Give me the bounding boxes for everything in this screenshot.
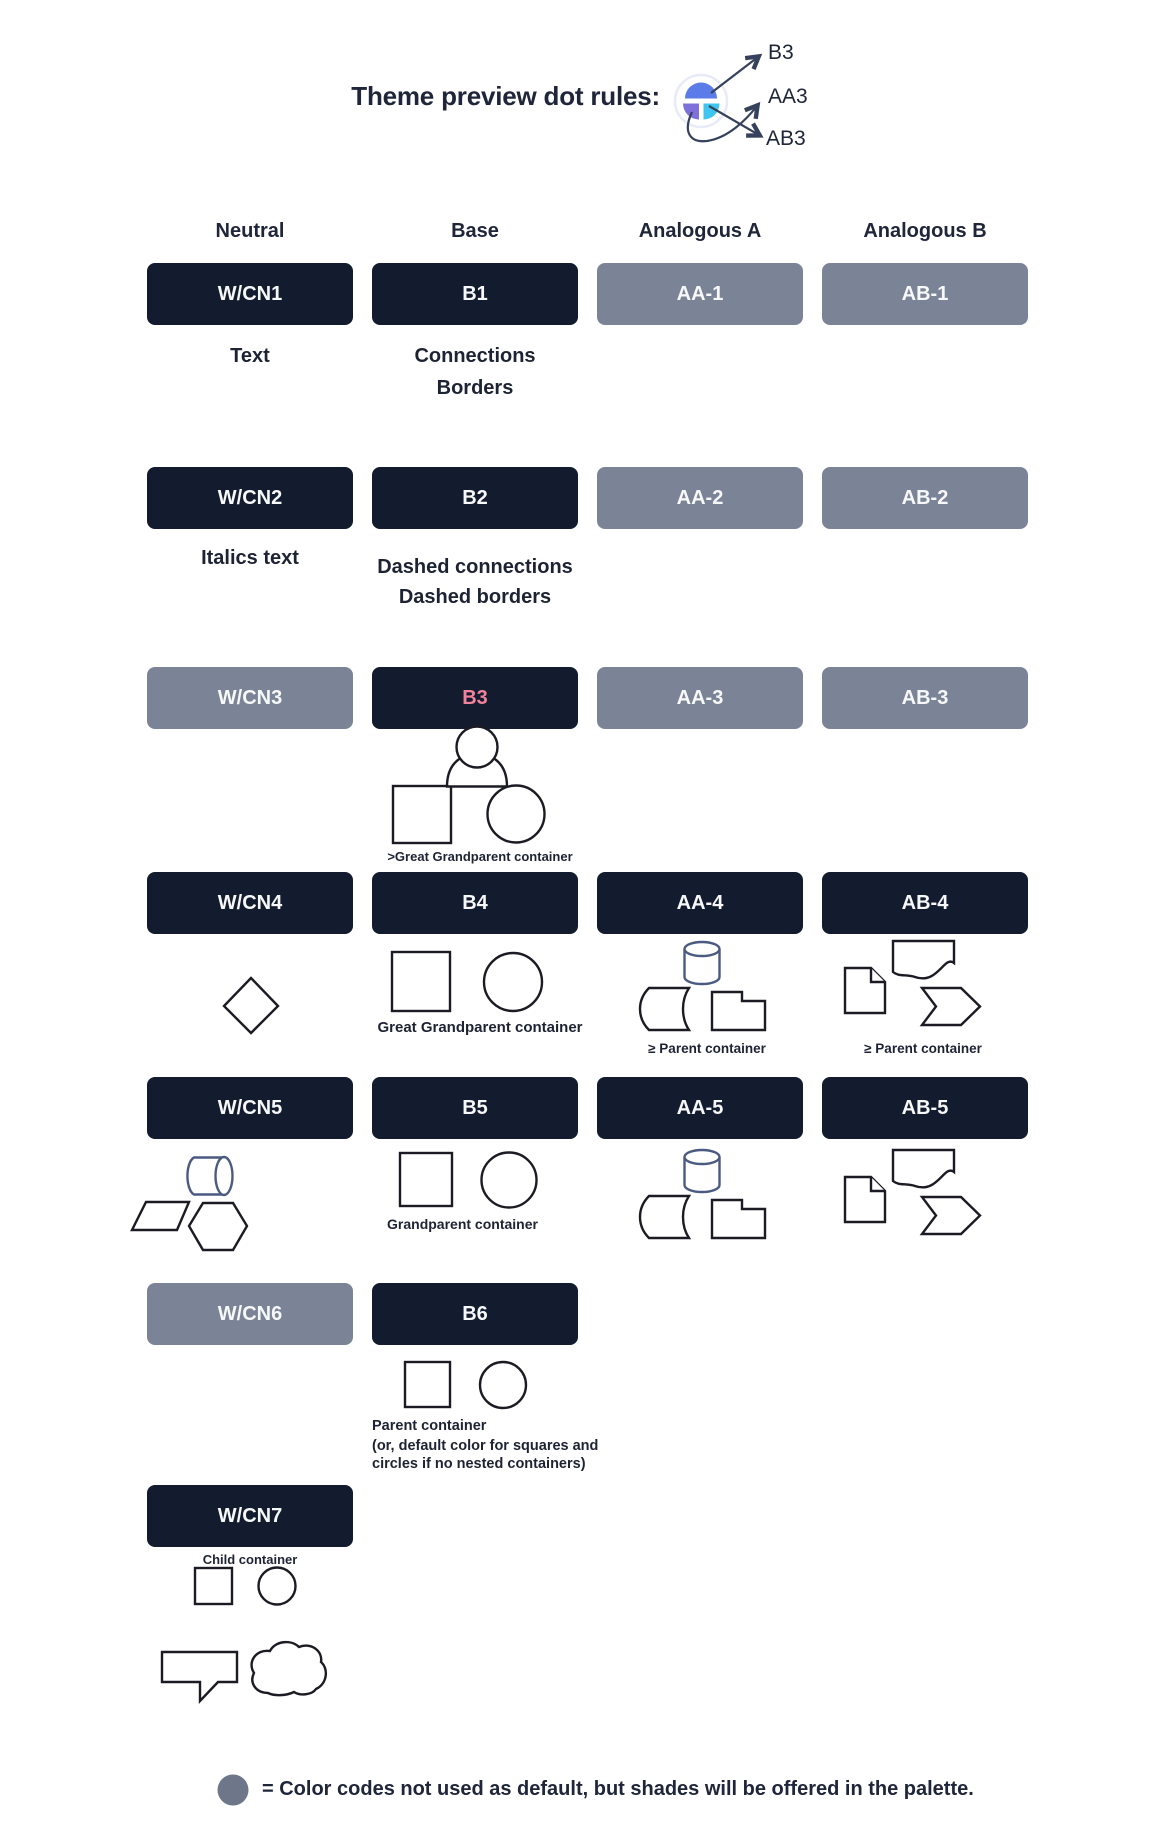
- swatch-b4: [372, 872, 578, 934]
- caption-b5: Grandparent container: [387, 1216, 538, 1232]
- page-title: Theme preview dot rules:: [351, 81, 660, 111]
- arrow-to-b3: [711, 57, 758, 93]
- caption-aa4: ≥ Parent container: [648, 1041, 766, 1056]
- horizontal-cylinder-icon: [187, 1158, 224, 1195]
- wavy-document-shape: [893, 941, 954, 978]
- footnote-color-dot: [218, 1775, 249, 1806]
- caption-wcn2: Italics text: [201, 547, 299, 569]
- column-header-neutral: Neutral: [215, 220, 285, 242]
- square-shape: [400, 1153, 452, 1206]
- wcn7-extra-shape-group: [162, 1642, 326, 1701]
- wcn4-shape-group: [224, 978, 278, 1033]
- stored-data-shape: [640, 988, 689, 1030]
- caption-wcn1: Text: [230, 345, 270, 367]
- swatch-label: W/CN3: [217, 686, 283, 709]
- caption-b2-dashed-borders: Dashed borders: [398, 586, 552, 608]
- swatch-ab4: [822, 872, 1028, 934]
- parallelogram-shape: [132, 1202, 189, 1230]
- swatch-label: W/CN5: [217, 1096, 283, 1119]
- document-fold: [871, 968, 885, 982]
- theme-preview-dot-icon: [675, 75, 727, 127]
- b5-shape-group: [400, 1153, 537, 1208]
- swatch-label: AA-1: [676, 282, 724, 305]
- swatch-label: AB-5: [901, 1096, 949, 1119]
- circle-shape: [484, 953, 542, 1011]
- swatch-label: AA-2: [676, 486, 724, 509]
- swatch-label: AA-4: [676, 891, 724, 914]
- swatch-b2: [372, 467, 578, 529]
- caption-b4: Great Grandparent container: [377, 1019, 583, 1036]
- swatch-wcn5: [147, 1077, 353, 1139]
- aa5-shape-group: [640, 1150, 765, 1238]
- swatch-wcn6: [147, 1283, 353, 1345]
- wcn7-shape-group: [195, 1568, 296, 1605]
- swatch-aa4: [597, 872, 803, 934]
- swatch-aa2: [597, 467, 803, 529]
- swatch-label: W/CN4: [217, 891, 283, 914]
- swatch-wcn2: [147, 467, 353, 529]
- caption-b1-borders: Borders: [436, 377, 514, 399]
- wcn5-shape-group: [132, 1157, 247, 1250]
- swatch-wcn3: [147, 667, 353, 729]
- cloud-shape: [252, 1642, 326, 1695]
- swatch-wcn7: [147, 1485, 353, 1547]
- person-head: [457, 727, 498, 768]
- square-shape: [195, 1568, 232, 1604]
- caption-b6-line2: (or, default color for squares and: [372, 1438, 599, 1454]
- diamond-shape: [224, 978, 278, 1033]
- horizontal-cylinder-end: [216, 1157, 233, 1195]
- caption-b6-line3: circles if no nested containers): [372, 1456, 586, 1472]
- swatch-label: AB-2: [901, 486, 949, 509]
- swatch-b5: [372, 1077, 578, 1139]
- cylinder-top: [685, 942, 720, 956]
- footnote-text: = Color codes not used as default, but shades will be offered in the palette.: [262, 1778, 974, 1800]
- b3-shape-group: [393, 727, 545, 844]
- swatch-ab1: [822, 263, 1028, 325]
- swatch-label: B1: [462, 282, 488, 305]
- swatch-aa1: [597, 263, 803, 325]
- column-header-analogous-a: Analogous A: [638, 220, 762, 242]
- swatch-b3: [372, 667, 578, 729]
- circle-shape: [488, 786, 545, 843]
- caption-b2-dashed-connections: Dashed connections: [377, 556, 573, 578]
- swatch-b6: [372, 1283, 578, 1345]
- dot-rule-label-b3: B3: [768, 41, 794, 64]
- swatch-wcn1: [147, 263, 353, 325]
- square-shape: [393, 786, 451, 843]
- folder-tab-shape: [712, 992, 765, 1030]
- swatch-label: W/CN2: [217, 486, 283, 509]
- circle-shape: [480, 1362, 526, 1408]
- swatch-label: AB-3: [901, 686, 949, 709]
- caption-wcn7: Child container: [202, 1552, 298, 1567]
- person-icon: [447, 755, 507, 787]
- swatch-label: B4: [462, 891, 488, 914]
- hexagon-shape: [189, 1203, 247, 1250]
- caption-b1-connections: Connections: [414, 345, 536, 367]
- swatch-wcn4: [147, 872, 353, 934]
- swatch-aa5: [597, 1077, 803, 1139]
- ab5-shape-group: [845, 1150, 980, 1234]
- swatch-label: B3: [462, 686, 488, 709]
- swatch-label: AA-3: [676, 686, 724, 709]
- swatch-label: AB-4: [901, 891, 949, 914]
- chevron-shape: [922, 988, 980, 1025]
- document-shape: [845, 968, 885, 1013]
- swatch-label: B5: [462, 1096, 488, 1119]
- dot-rule-label-ab3: AB3: [766, 127, 806, 150]
- swatch-label: W/CN1: [217, 282, 283, 305]
- swatch-ab5: [822, 1077, 1028, 1139]
- b6-shape-group: [405, 1362, 526, 1408]
- swatch-aa3: [597, 667, 803, 729]
- column-header-analogous-b: Analogous B: [863, 220, 987, 242]
- swatch-ab3: [822, 667, 1028, 729]
- swatch-label: B6: [462, 1302, 488, 1325]
- cylinder-icon: [685, 949, 720, 984]
- caption-ab4: ≥ Parent container: [864, 1041, 982, 1056]
- arrow-to-aa3: [688, 106, 757, 141]
- aa4-shape-group: [640, 942, 765, 1030]
- b4-shape-group: [392, 952, 542, 1011]
- caption-b6-line1: Parent container: [372, 1418, 487, 1434]
- square-shape: [392, 952, 450, 1011]
- swatch-ab2: [822, 467, 1028, 529]
- column-header-base: Base: [451, 220, 499, 242]
- caption-b3: >Great Grandparent container: [387, 849, 573, 864]
- speech-bubble-shape: [162, 1652, 237, 1701]
- dot-rule-arrows: [688, 57, 759, 141]
- swatch-label: W/CN6: [217, 1302, 283, 1325]
- ab4-shape-group: [845, 941, 980, 1025]
- swatch-label: AA-5: [676, 1096, 724, 1119]
- swatch-b1: [372, 263, 578, 325]
- circle-shape: [482, 1153, 537, 1208]
- swatch-label: W/CN7: [217, 1504, 283, 1527]
- arrow-to-ab3: [709, 106, 759, 135]
- dot-rule-label-aa3: AA3: [768, 85, 808, 108]
- square-shape: [405, 1362, 450, 1407]
- circle-shape: [259, 1568, 296, 1605]
- swatch-label: B2: [462, 486, 488, 509]
- swatch-label: AB-1: [901, 282, 949, 305]
